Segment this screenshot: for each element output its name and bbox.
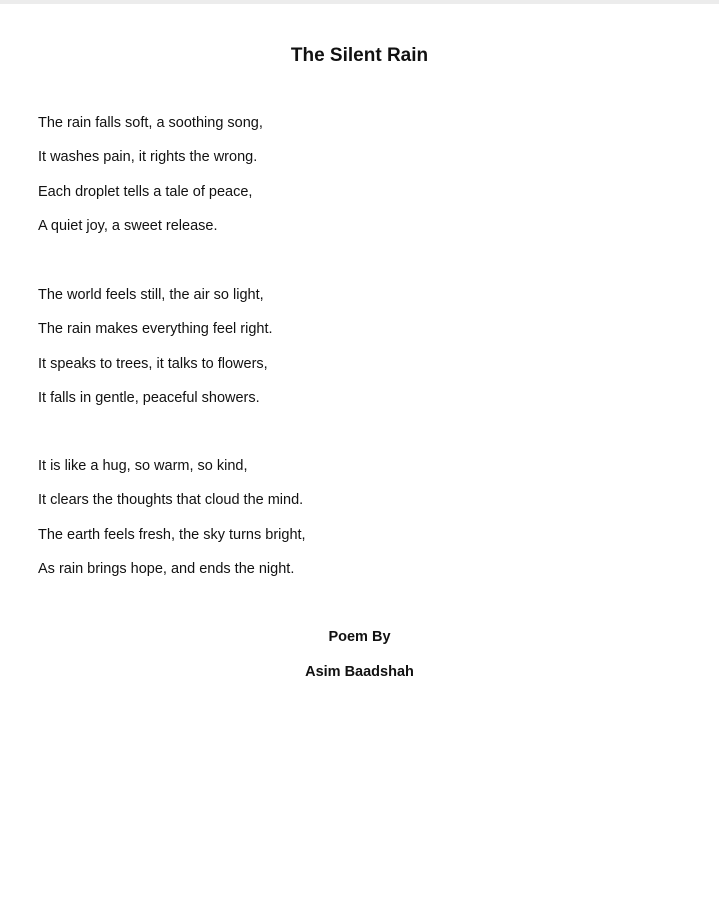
credit-label: Poem By: [328, 629, 391, 645]
stanza-2: [38, 286, 678, 423]
poem-line: Each droplet tells a tale of peace,: [38, 183, 253, 200]
poem-line: The earth feels fresh, the sky turns bright,: [38, 526, 306, 543]
poem-line: The rain falls soft, a soothing song,: [38, 115, 263, 131]
poem-line: It clears the thoughts that cloud the mind.: [38, 492, 304, 509]
poem-line: It is like a hug, so warm, so kind,: [38, 458, 248, 474]
author-name: Asim Baadshah: [305, 664, 414, 680]
poem-line: It speaks to trees, it talks to flowers,: [38, 355, 268, 372]
stanza-3: [38, 457, 678, 594]
stanza-1: [38, 114, 678, 251]
poem-line: The world feels still, the air so light,: [38, 287, 264, 303]
poem-line: It falls in gentle, peaceful showers.: [38, 389, 260, 406]
poem-line: As rain brings hope, and ends the night.: [38, 560, 295, 577]
poem-line: A quiet joy, a sweet release.: [38, 217, 218, 234]
document-page: [0, 4, 719, 914]
poem-line: It washes pain, it rights the wrong.: [38, 149, 258, 166]
poem-line: The rain makes everything feel right.: [38, 321, 273, 338]
poem-title: The Silent Rain: [290, 45, 429, 66]
